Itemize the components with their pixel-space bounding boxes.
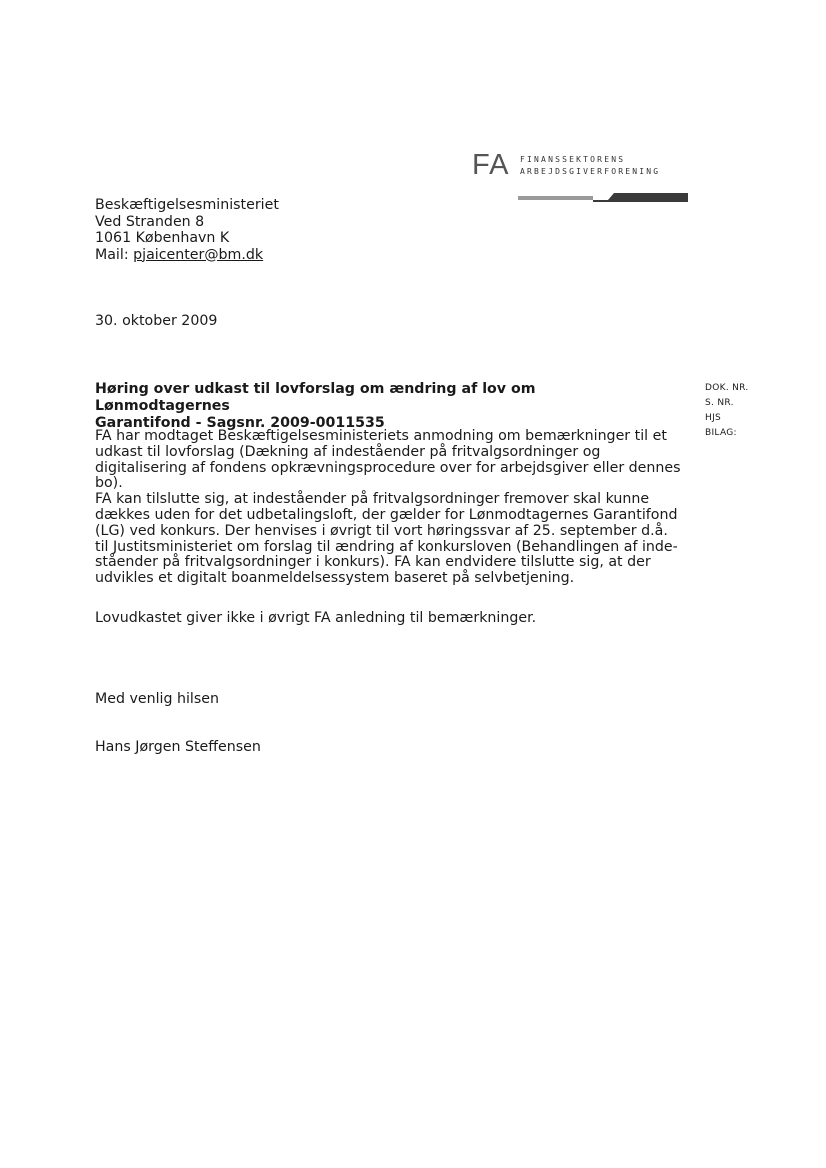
closing-paragraph: Lovudkastet giver ikke i øvrigt FA anledning til bemærkninger. [95,610,537,626]
body-line: til Justitsministeriet om forslag til ændring af konkursloven (Behandlingen af inde- [95,538,678,555]
recipient-street: Ved Stranden 8 [95,213,205,230]
initials-label: HJS [705,413,722,423]
logo-text-line-2: ARBEJDSGIVERFORENING [520,167,661,176]
signature-name: Hans Jørgen Steffensen [95,739,261,755]
mail-label: Mail: [95,246,129,263]
s-nr-label: S. NR. [705,398,734,408]
fa-logo [472,150,687,206]
mail-link[interactable]: pjaicenter@bm.dk [133,246,264,263]
body-line: udkast til lovforslag (Dækning af indeståender på fritvalgsordninger og [95,443,601,460]
logo-mark: FA [472,149,510,181]
greeting: Med venlig hilsen [95,691,219,707]
recipient-name: Beskæftigelsesministeriet [95,197,279,213]
logo-bar-graphic [518,193,688,203]
document-meta [705,381,749,441]
body-line: FA kan tilslutte sig, at indeståender på fritvalgsordninger fremover skal kunne [95,491,650,508]
body-line: bo). [95,475,123,492]
letter-body [95,429,695,587]
bilag-label: BILAG: [705,428,737,438]
logo-text-line-1: FINANSSEKTORENS [520,155,626,164]
subject-line-2: Garantifond - Sagsnr. 2009-0011535 [95,415,385,431]
body-line: udvikles et digitalt boanmeldelsessystem baseret på selvbetjening. [95,570,575,587]
body-line: FA har modtaget Beskæftigelsesministeriets anmodning om bemærkninger til et [95,428,667,444]
dok-nr-label: DOK. NR. [705,383,749,393]
body-line: (LG) ved konkurs. Der henvises i øvrigt til vort høringssvar af 25. september d.å. [95,522,668,539]
body-line: dækkes uden for det udbetalingsloft, der gælder for Lønmodtagernes Garantifond [95,506,678,523]
body-line: ståender på fritvalgsordninger i konkurs). FA kan endvidere tilslutte sig, at der [95,554,651,571]
subject-heading [95,381,675,432]
recipient-mail [95,247,279,264]
recipient-city: 1061 København K [95,230,230,246]
body-line: digitalisering af fondens opkrævningsprocedure over for arbejdsgiver eller dennes [95,459,681,476]
subject-line-1: Høring over udkast til lovforslag om ændring af lov om Lønmodtagernes [95,381,536,414]
letter-date: 30. oktober 2009 [95,313,218,329]
recipient-address [95,197,279,263]
